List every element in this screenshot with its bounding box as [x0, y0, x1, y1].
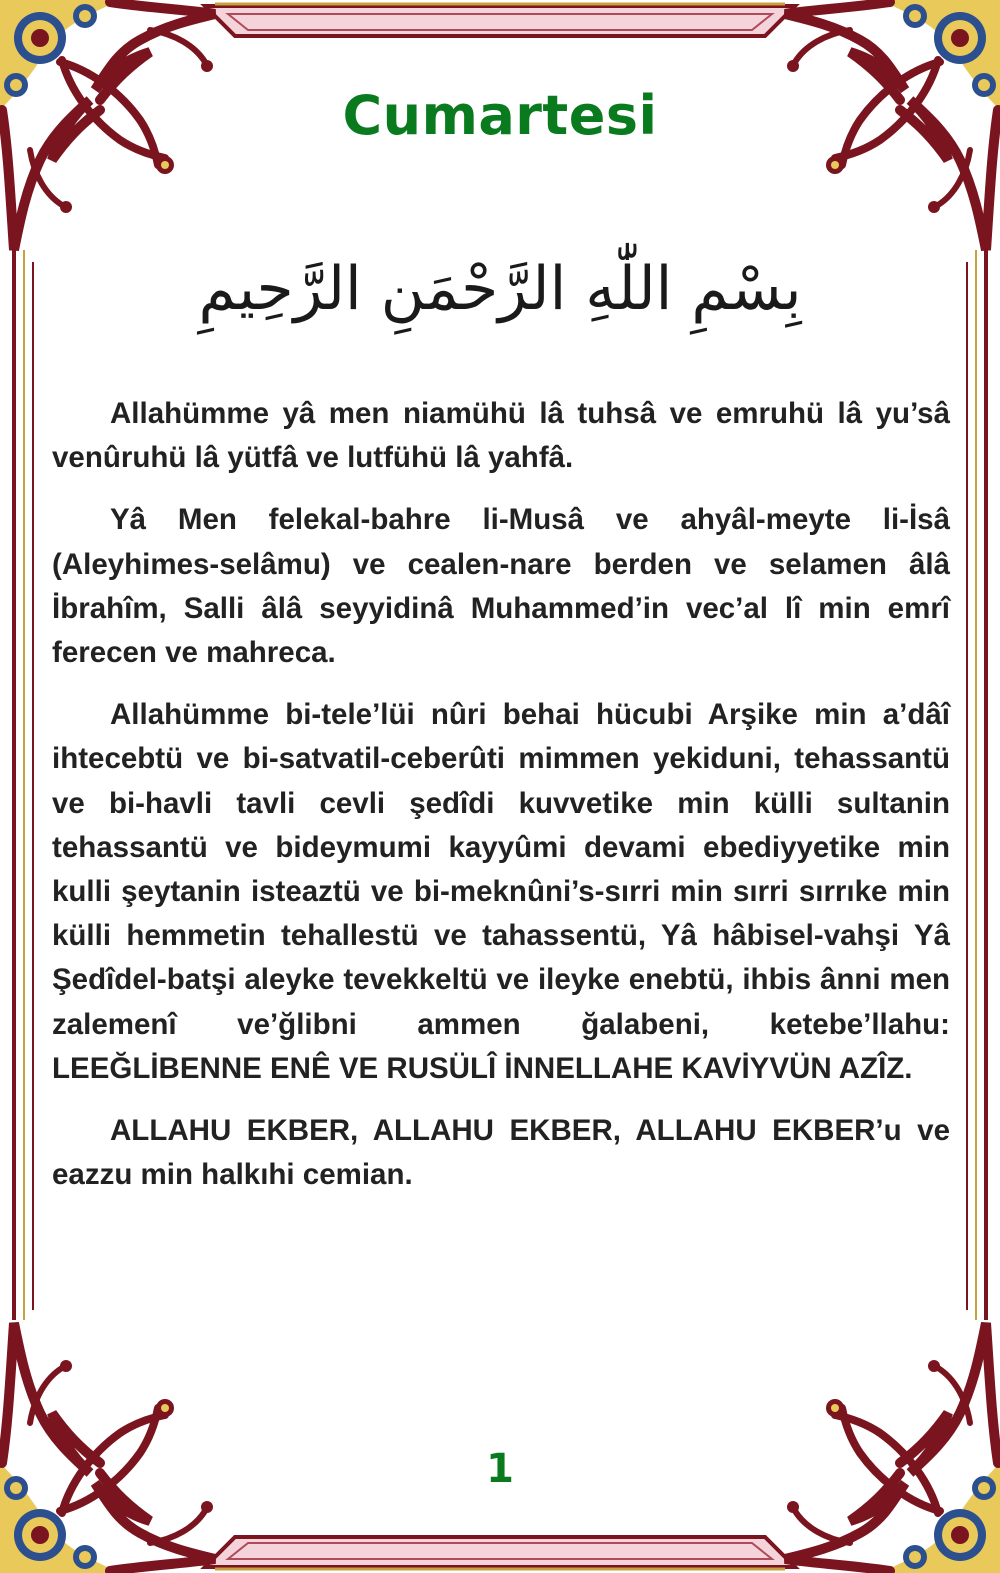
paragraph-1: Allahümme yâ men niamühü lâ tuhsâ ve emruhü lâ yu’sâ venûruhü lâ yütfâ ve lutfühü lâ yahfâ.: [52, 397, 950, 475]
paragraph-2: Yâ Men felekal-bahre li-Musâ ve ahyâl-meyte li-İsâ (Aleyhimes-selâmu) ve cealen-nare berden ve selamen âlâ İbrahîm, Salli âlâ seyyidinâ Muhammed’in vec’al lî min emrî ferecen ve mahreca.: [52, 503, 950, 670]
prayer-text: [52, 392, 950, 1197]
bottom-band: [205, 1537, 795, 1569]
page-title: Cumartesi: [342, 84, 658, 147]
basmala-calligraphy: بِسْمِ اللّٰهِ الرَّحْمَنِ الرَّحِيمِ: [198, 254, 802, 324]
paragraph-4: ALLAHU EKBER, ALLAHU EKBER, ALLAHU EKBER’u ve eazzu min halkıhi cemian.: [52, 1114, 950, 1192]
paragraph-3: Allahümme bi-tele’lüi nûri behai hücubi Arşike min a’dâî ihtecebtü ve bi-satvatil-ceberûti mimmen yekiduni, tehassantü ve bi-havli tavli cevli şedîdi kuvvetike min külli sultanin tehassantü ve bideymumi kayyûmi devami ebediyyetike min kulli şeytanin isteaztü ve bi-meknûni’s-sırri min sırri sırrıke min külli hemmetin tehallestü ve tahassentü, Yâ hâbisel-vahşi Yâ Şedîdel-batşi aleyke tevekkeltü ve ileyke enebtü, ihbis ânni men zalemenî ve’ğlibni ammen ğalabeni, ketebe’llahu: LEEĞLİBENNE ENÊ VE RUSÜLÎ İNNELLAHE KAVİYVÜN AZÎZ.: [52, 698, 950, 1085]
page-number: 1: [486, 1446, 514, 1492]
top-band: [205, 4, 795, 36]
